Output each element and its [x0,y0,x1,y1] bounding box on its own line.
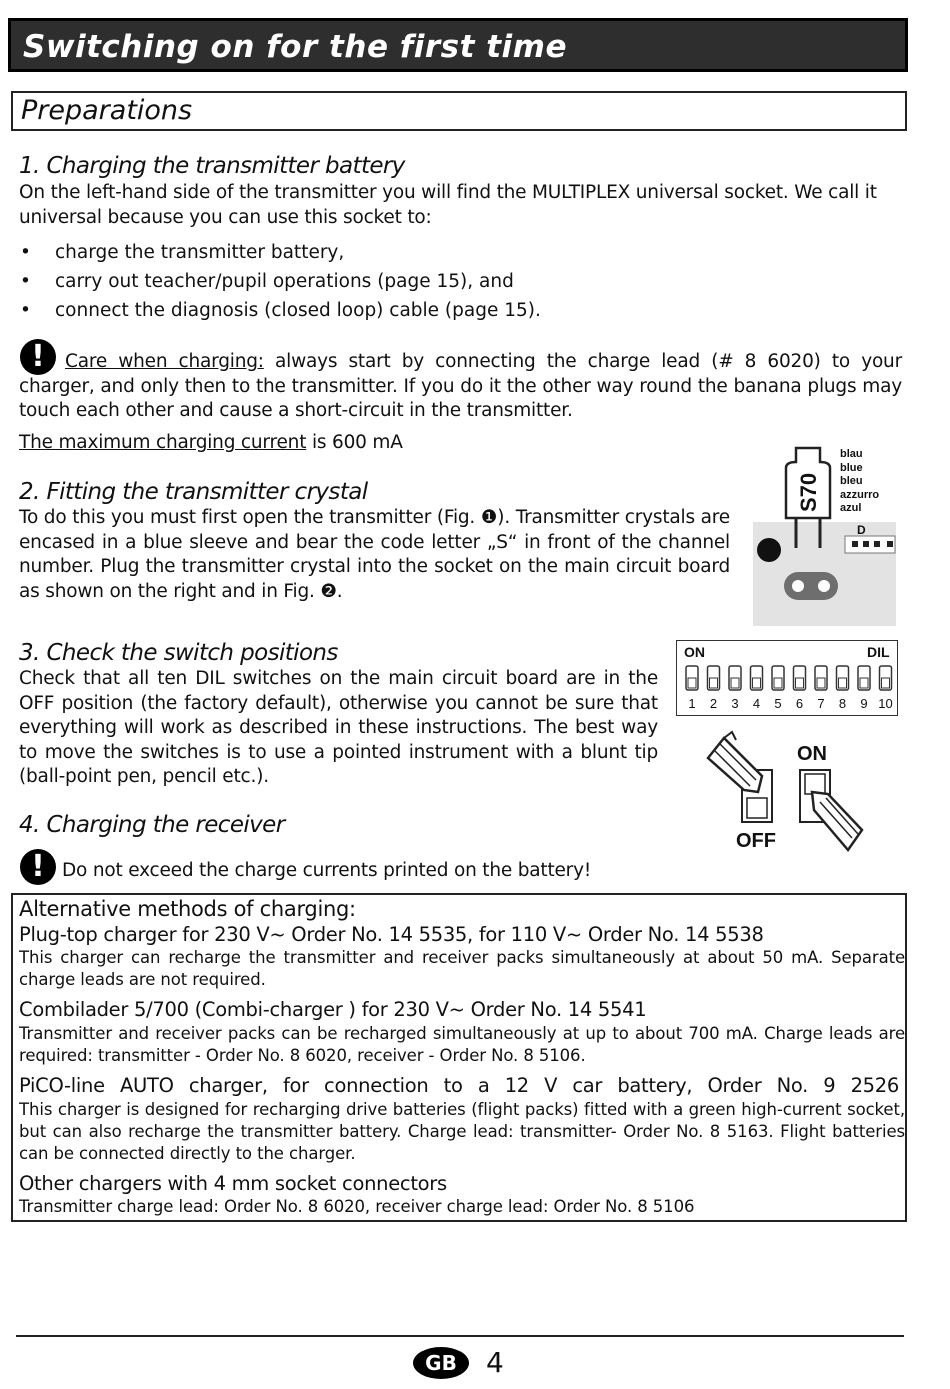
charger-description: Transmitter and receiver packs can be recharged simultaneously at up to about 700 mA. Charge leads are required: transmitter - Order No. 8 6020, receiver - Order No. 8 5106. [19,1024,905,1065]
banner-title: Switching on for the first time [23,29,567,65]
warning-icon: ! [20,339,56,375]
s1-intro: On the left-hand side of the transmitter you will find the MULTIPLEX universal socket. We call it universal because you can use this socket to: [19,182,877,228]
pencil-icon [708,732,762,792]
crystal-label: S70 [796,472,821,512]
switch-number: 9 [860,696,868,711]
switch-operation-figure [700,730,880,860]
switch-number: 8 [838,696,847,711]
switch-number: 2 [709,696,718,711]
charger-heading: Plug-top charger for 230 V~ Order No. 14 5535, for 110 V~ Order No. 14 5538 [19,923,764,946]
charger-heading: PiCO-line AUTO charger, for connection to a 12 V car battery, Order No. 9 2526 [19,1074,899,1097]
s4-heading: 4. Charging the receiver [19,812,285,838]
charger-description: This charger can recharge the transmitter and receiver packs simultaneously at about 50 mA. Separate charge leads are not required. [19,948,905,989]
s2-heading: 2. Fitting the transmitter crystal [19,479,368,505]
warning-icon: ! [20,849,56,885]
s3-text: Check that all ten DIL switches on the main circuit board are in the OFF position (the factory default), otherwise you cannot be sure that everything will work as described in these instructions. The best way to move the switches is to use a pointed instrument with a blunt tip (ball-point pen, pencil etc.). [19,668,658,787]
footer-divider [16,1335,904,1337]
max-current [19,431,719,456]
switch-number: 4 [752,696,761,711]
care-paragraph [19,350,902,424]
board-component [757,538,781,562]
language-badge: GB [413,1347,469,1379]
max-current-label: The maximum charging current [19,432,307,453]
dil-switch-row [677,641,896,714]
max-current-value: is 600 mA [306,432,403,453]
s2-text: To do this you must first open the transmitter (Fig. ❶). Transmitter crystals are encased in a blue sleeve and bear the code letter „S“ in front of the channel number. Plug the transmitter crystal into the socket on the main circuit board as shown on the right and in Fig. ❷. [19,507,730,602]
care-label: Care when charging: [65,351,264,372]
bullet-icon: • [20,271,31,292]
socket-label: D [857,523,866,537]
fig2-marker: ❷ [320,580,337,602]
section-title: Preparations [21,95,193,126]
s1-heading: 1. Charging the transmitter battery [19,153,405,179]
charger-name: PiCO-line AUTO charger [19,1074,262,1097]
alt-title: Alternative methods of charging: [19,897,356,921]
charger-description: Transmitter charge lead: Order No. 8 6020, receiver charge lead: Order No. 8 5106 [19,1197,695,1216]
switch-number: 3 [731,696,739,711]
switch-number: 7 [817,696,825,711]
charger-description: This charger is designed for recharging drive batteries (flight packs) fitted with a green high-current socket, but can also recharge the transmitter battery. Charge lead: transmitter- Order No. 8 5163. Flight batteries can be connected directly to the charger. [19,1100,905,1163]
switch-number: 1 [688,696,696,711]
switch-number: 5 [774,696,782,711]
care-text: always start by connecting the charge lead (# 8 6020) to your charger, and only then to the transmitter. If you do it the other way round the banana plugs may touch each other and cause a short-circuit in the transmitter. [19,351,902,421]
charger-heading: Combilader 5/700 (Combi-charger ) for 230 V~ Order No. 14 5541 [19,998,647,1021]
charger-name: Other chargers with 4 mm socket connectors [19,1172,447,1195]
sleeve-colors: blau blue bleu azzurro azul [840,448,880,514]
charger-heading [19,1172,447,1195]
dil-switch-figure [676,640,898,716]
switch-number: 6 [795,696,804,711]
bullet-icon: • [20,300,31,321]
s4-warning: Do not exceed the charge currents printed on the battery! [62,860,592,881]
charger-name: Plug-top charger [19,923,177,946]
page-banner [8,18,908,72]
on-label: ON [797,743,827,765]
dil-on-label: ON [684,644,705,660]
page-number: 4 [486,1346,504,1379]
charger-name: Combilader 5/700 [19,998,189,1021]
switch-number: 10 [878,696,893,711]
off-label: OFF [736,830,776,852]
bullet-icon: • [20,242,31,263]
section-header [11,91,907,131]
s3-heading: 3. Check the switch positions [19,640,338,666]
dil-label: DIL [867,644,890,660]
fig1-marker: ❶ [480,507,498,528]
